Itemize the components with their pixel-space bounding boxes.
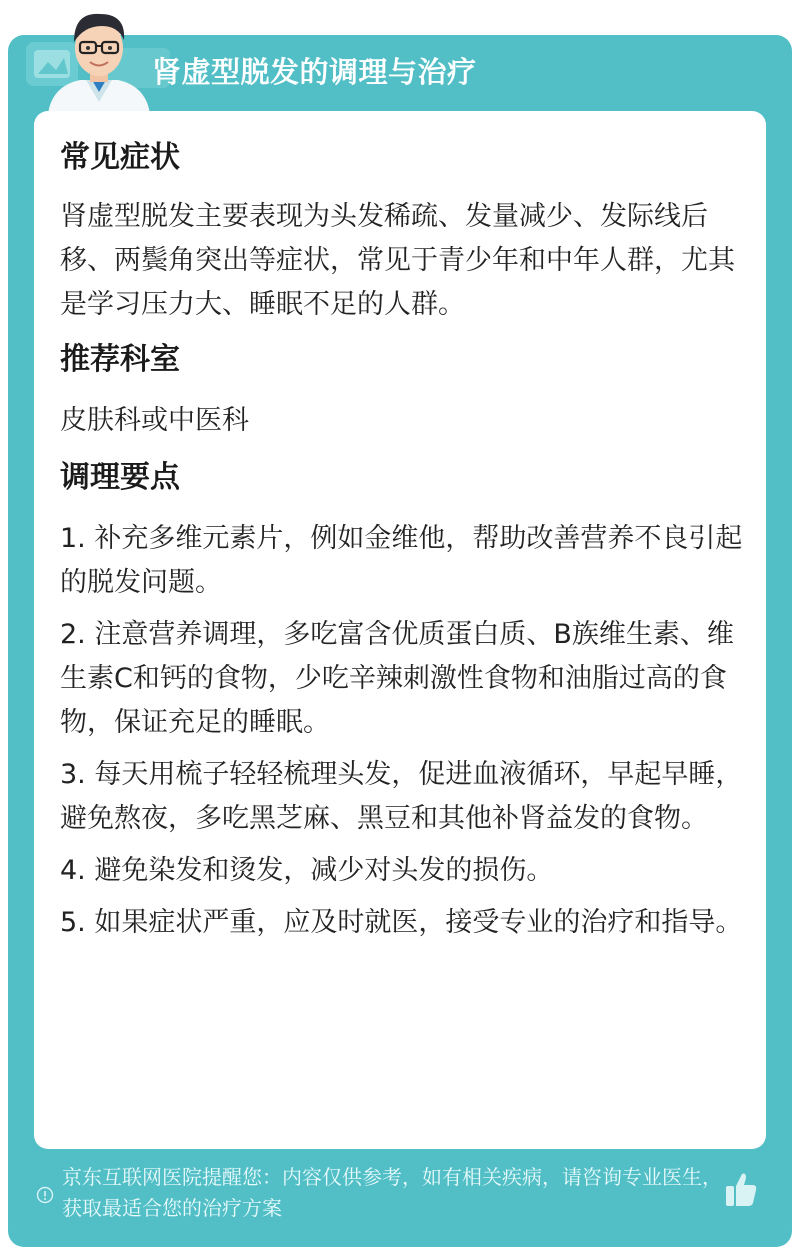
care-item: 3. 每天用梳子轻轻梳理头发，促进血液循环，早起早睡，避免熬夜，多吃黑芝麻、黑豆和其他补肾益发的食物。 [60,759,743,834]
care-item: 5. 如果症状严重，应及时就医，接受专业的治疗和指导。 [60,907,743,938]
thumbs-up-icon[interactable] [724,1170,758,1210]
care-item: 4. 避免染发和烫发，减少对头发的损伤。 [60,855,554,886]
disclaimer-text: 京东互联网医院提醒您：内容仅供参考，如有相关疾病，请咨询专业医生，获取最适合您的治疗方案 [62,1165,722,1220]
doctor-avatar [40,6,158,114]
care-item: 1. 补充多维元素片，例如金维他，帮助改善营养不良引起的脱发问题。 [60,523,743,598]
card-content [60,135,750,945]
symptoms-text: 肾虚型脱发主要表现为头发稀疏、发量减少、发际线后移、两鬓角突出等症状，常见于青少年和中年人群，尤其是学习压力大、睡眠不足的人群。 [60,201,735,320]
info-card [34,111,766,1149]
department-text: 皮肤科或中医科 [60,405,249,436]
care-item: 2. 注意营养调理，多吃富含优质蛋白质、B族维生素、维生素C和钙的食物，少吃辛辣刺激性食物和油脂过高的食物，保证充足的睡眠。 [60,619,734,738]
page-title: 肾虚型脱发的调理与治疗 [152,55,477,89]
info-icon [36,1186,54,1204]
department-heading: 推荐科室 [60,342,180,377]
symptoms-heading: 常见症状 [60,140,180,175]
care-heading: 调理要点 [60,460,180,495]
